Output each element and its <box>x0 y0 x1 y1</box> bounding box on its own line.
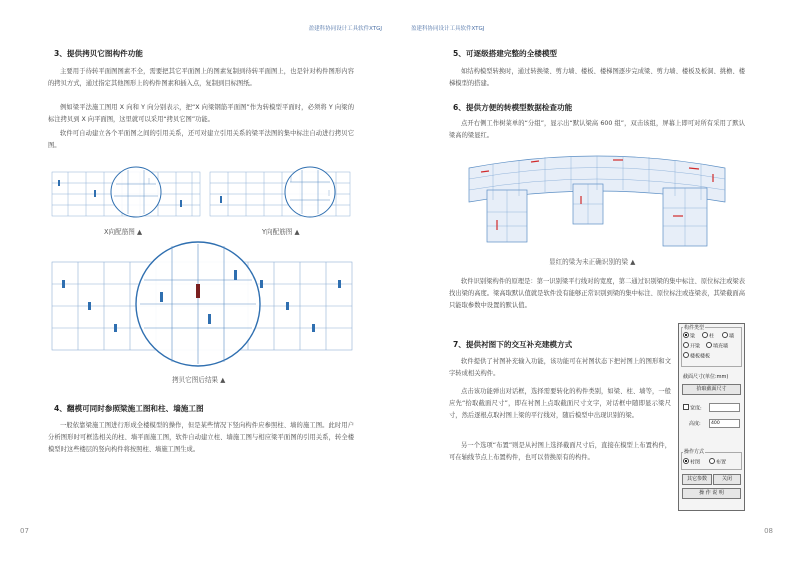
running-head-right: 盈建科协同设计工具软件XTGJ <box>411 26 485 32</box>
help-button[interactable]: 操 作 说 明 <box>682 488 741 499</box>
section7-para3: 另一个选项“布置”则是从衬图上选择截面尺寸后，直接在模型上布置构件，可在轴线节点上布置构件，也可以替换原有的构件。 <box>449 442 671 461</box>
width-checkbox[interactable]: 宽度: <box>683 404 702 412</box>
checkbox-icon <box>683 404 689 410</box>
operation-mode-label: 操作方式 <box>684 449 705 455</box>
width-input[interactable] <box>709 403 740 412</box>
radio-indicator-icon <box>702 332 708 338</box>
section5-para1: 如结构模型转换时，通过转换梁、剪力墙、楼板、楼梯图逐步完成梁、剪力墙、楼板及板洞、挑檐、楼梯模型的搭建。 <box>449 68 745 87</box>
radio-indicator-icon <box>722 332 728 338</box>
section5-title: 5、可逐级搭建完整的全楼模型 <box>453 49 558 58</box>
radio-beam[interactable]: 梁 <box>683 332 695 340</box>
section6-para1: 点开右侧工作树菜单的“分组”，显示出“默认梁高 600 组”，双击该组，屏幕上即可对所有采用了默认梁高的梁显红。 <box>449 120 745 139</box>
section7-title: 7、提供衬图下的交互补充建模方式 <box>453 340 573 349</box>
radio-wall[interactable]: 墙 <box>722 332 734 340</box>
radio-mode-pick[interactable]: 衬图 <box>683 458 700 466</box>
section6-para2: 软件识别梁构件的原理是：第一识别梁平行线对的宽度，第二通过识别梁的集中标注、原位标注或梁表找出梁的高度。梁高取默认值就是软件没有能够正常识别到梁的集中标注、原位标注或连梁表，其梁截面高只能取参数中设置的默认值。 <box>449 278 745 309</box>
right-page <box>397 0 793 561</box>
section6-title: 6、提供方便的转模型数据检查功能 <box>453 103 573 112</box>
radio-indicator-icon <box>683 342 689 348</box>
radio-column[interactable]: 柱 <box>702 332 714 340</box>
section3-para3: 软件可自动建立各个平面图之间的引用关系，还可对建立引用关系的梁平法图的集中标注自动进行拷贝它图。 <box>48 130 354 149</box>
caption-x-plan: X向配筋图 ▲ <box>104 228 143 236</box>
section3-para1: 主要用于待转平面图图素不全，需要把其它平面图上的图素复制到待转平面图上，也是针对构件图形内容的拷贝方式，通过指定其他图形上的构件图素和插入点，复制到目标图纸。 <box>48 68 354 87</box>
height-input[interactable]: 400 <box>709 419 740 428</box>
section7-para2: 点击该功能弹出对话框，选择需要转化的构件类别，如梁、柱、墙等，一般应先“拾取截面尺寸”，即在衬图上点取截面尺寸文字，对话框中随即显示梁尺寸，然后逐根点取衬图上梁的平行线对，随后模型中出现识别的梁。 <box>449 388 671 419</box>
radio-indicator-icon <box>683 458 689 464</box>
other-params-button[interactable]: 其它参数 <box>682 474 712 485</box>
interactive-modeling-dialog <box>678 323 745 511</box>
section7-para1: 软件提供了衬图补充输入功能，该功能可在衬图状态下把衬图上的图形和文字转成相关构件。 <box>449 358 671 377</box>
section3-title: 3、提供拷贝它图构件功能 <box>54 49 143 58</box>
running-head-left: 盈建科协同设计工具软件XTGJ <box>308 26 382 32</box>
section3-para2: 例如梁平法施工图用 X 向和 Y 向分别表示，把“X 向梁钢筋平面图”作为转模型平面时，必须将 Y 向梁的标注拷贝到 X 向平面图，这里就可以采用“拷贝它图”功能。 <box>48 104 354 123</box>
radio-indicator-icon <box>683 352 689 358</box>
radio-fill-wall[interactable]: 填充墙 <box>706 342 728 350</box>
section4-title: 4、翻模可同时参照梁施工图和柱、墙施工图 <box>54 404 204 413</box>
caption-y-plan: Y向配筋图 ▲ <box>262 228 300 236</box>
left-page <box>0 0 396 561</box>
radio-beam-pair[interactable]: 开梁 <box>683 342 700 350</box>
height-label: 高度: <box>689 421 701 427</box>
caption-result-plan: 拷贝它图后结果 ▲ <box>172 376 226 384</box>
caption-highlighted-beam: 显红的梁为未正确识别的梁 ▲ <box>549 258 636 266</box>
pick-section-size-button[interactable]: 拾取截面尺寸 <box>682 384 741 395</box>
copy-result-plan-image <box>48 240 356 368</box>
x-rebar-plan-image <box>48 166 204 222</box>
close-button[interactable]: 关闭 <box>713 474 741 485</box>
component-type-label: 构件类型 <box>684 325 705 331</box>
radio-indicator-icon <box>709 458 715 464</box>
y-rebar-plan-image <box>206 166 354 222</box>
radio-indicator-icon <box>683 332 689 338</box>
radio-mode-place[interactable]: 布置 <box>709 458 726 466</box>
section-size-label: 截面尺寸(单位:mm) <box>683 374 729 380</box>
radio-slab[interactable]: 楼板楼板 <box>683 352 710 360</box>
highlighted-beam-model-image <box>463 150 731 252</box>
section4-para1: 一般依靠梁施工图进行形成全楼模型的操作，但是某些情况下竖向构件应参照柱、墙的施工图。此时用户分析图形时可框选相关的柱、墙平面施工图，软件自动建立柱、墙施工图与相应梁平面图的引用关系，转全楼模型时这些楼层的竖向构件将按照柱、墙施工图生成。 <box>48 422 354 453</box>
page-number-left: 07 <box>20 527 29 535</box>
page-number-right: 08 <box>764 527 773 535</box>
radio-indicator-icon <box>706 342 712 348</box>
